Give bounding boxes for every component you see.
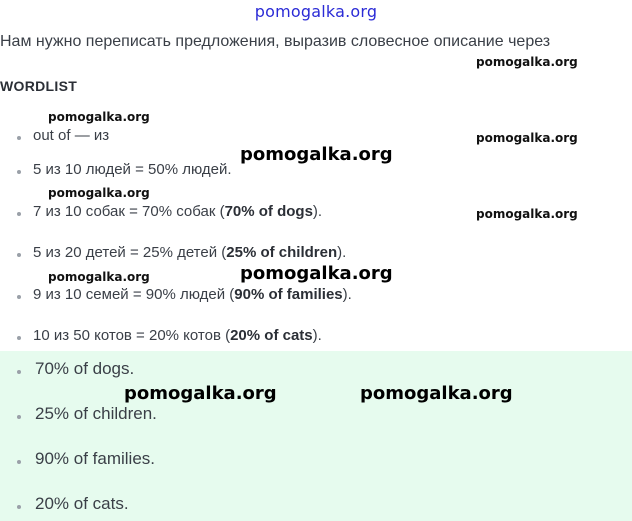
list-item-tail: ). [342,286,352,303]
watermark-large: pomogalka.org [124,383,277,404]
list-item [33,203,322,220]
list-item [33,244,346,261]
bullet-icon [17,415,21,419]
list-item [33,327,322,344]
bullet-icon [17,136,21,140]
watermark-large: pomogalka.org [240,263,393,284]
bullet-icon [17,505,21,509]
list-item-text: out of — из [33,127,110,144]
bullet-icon [17,253,21,257]
watermark-small: pomogalka.org [476,207,578,221]
answer-item: 25% of children. [35,404,157,423]
list-item-tail: ). [312,327,322,344]
bullet-icon [17,460,21,464]
bullet-icon [17,212,21,216]
header-watermark: pomogalka.org [254,2,378,21]
watermark-large: pomogalka.org [240,144,393,165]
intro-text: Нам нужно переписать предложения, выразив словесное описание через [0,33,551,50]
list-item-text: 10 из 50 котов = 20% котов ( [33,327,231,344]
list-item-text: 9 из 10 семей = 90% людей ( [33,286,235,303]
list-item-tail: ). [337,244,347,261]
answer-item: 90% of families. [35,449,155,468]
watermark-small: pomogalka.org [476,55,578,69]
watermark-large: pomogalka.org [360,383,513,404]
answer-item: 20% of cats. [35,494,129,513]
bullet-icon [17,370,21,374]
list-item-text: 5 из 20 детей = 25% детей ( [33,244,227,261]
list-item [33,286,352,303]
list-item [33,127,109,144]
watermark-small: pomogalka.org [476,131,578,145]
list-item-text: 7 из 10 собак = 70% собак ( [33,203,225,220]
bullet-icon [17,170,21,174]
list-item-bold: 70% of dogs [224,203,313,220]
list-item [33,161,232,178]
wordlist-title: WORDLIST [0,78,78,94]
watermark-small: pomogalka.org [48,110,150,124]
watermark-small: pomogalka.org [48,270,150,284]
bullet-icon [17,295,21,299]
bullet-icon [17,336,21,340]
list-item-bold: 90% of families [234,286,343,303]
list-item-bold: 20% of cats [230,327,313,344]
list-item-tail: ). [312,203,323,220]
answer-item: 70% of dogs. [35,359,135,378]
list-item-bold: 25% of children [226,244,338,261]
watermark-small: pomogalka.org [48,186,150,200]
list-item-text: 5 из 10 людей = 50% людей. [33,161,232,178]
